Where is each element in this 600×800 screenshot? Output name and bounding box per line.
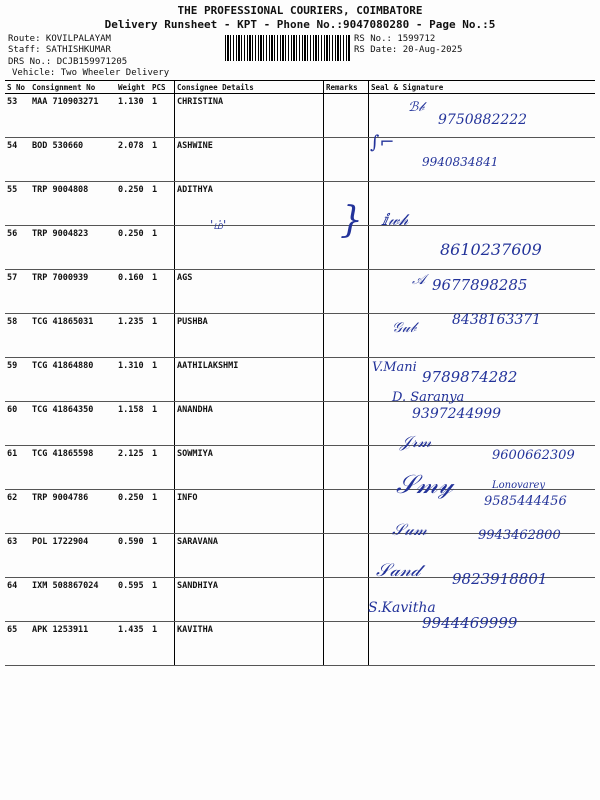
cell-remarks <box>324 402 369 446</box>
cell-consignment: TRP 7000939 <box>30 270 116 314</box>
col-sno: S No <box>5 81 30 94</box>
handwritten-phone: 9940834841 <box>422 155 499 169</box>
cell-weight: 0.250 <box>116 182 150 226</box>
handwritten-phone: 9944469999 <box>422 614 518 632</box>
cell-weight: 2.125 <box>116 446 150 490</box>
cell-weight: 0.250 <box>116 490 150 534</box>
cell-weight: 2.078 <box>116 138 150 182</box>
cell-pcs: 1 <box>150 182 175 226</box>
cell-pcs: 1 <box>150 622 175 666</box>
signature-scribble: ℬ𝒷 <box>408 100 424 115</box>
cell-pcs: 1 <box>150 138 175 182</box>
cell-remarks <box>324 622 369 666</box>
cell-sno: 56 <box>5 226 30 270</box>
cell-consignment: MAA 710903271 <box>30 94 116 138</box>
cell-pcs: 1 <box>150 226 175 270</box>
signature-scribble: 𝒮𝒶𝓃𝒹 <box>376 560 420 581</box>
table-row <box>5 138 595 182</box>
col-consignee: Consignee Details <box>175 81 324 94</box>
drs-number: DRS No.: DCJB159971205 <box>8 57 128 67</box>
table-row <box>5 402 595 446</box>
handwritten-phone: 9789874282 <box>422 368 518 386</box>
handwritten-phone: 9585444456 <box>484 494 567 509</box>
cell-pcs: 1 <box>150 490 175 534</box>
col-remarks: Remarks <box>324 81 369 94</box>
cell-consignment: TCG 41865031 <box>30 314 116 358</box>
handwritten-phone: 9750882222 <box>438 112 528 128</box>
cell-remarks <box>324 138 369 182</box>
cell-sno: 59 <box>5 358 30 402</box>
handwritten-phone: 9943462800 <box>478 528 561 543</box>
cell-weight: 1.235 <box>116 314 150 358</box>
cell-consignee: ASHWINE <box>175 138 324 182</box>
cell-pcs: 1 <box>150 534 175 578</box>
handwritten-phone: 9397244999 <box>412 406 502 422</box>
col-pcs: PCS <box>150 81 175 94</box>
cell-sno: 54 <box>5 138 30 182</box>
table-row <box>5 182 595 226</box>
cell-weight: 0.595 <box>116 578 150 622</box>
cell-consignee: PUSHBA <box>175 314 324 358</box>
cell-sno: 64 <box>5 578 30 622</box>
handwritten-name: V.Mani <box>372 360 417 375</box>
cell-consignment: IXM 508867024 <box>30 578 116 622</box>
document-title: THE PROFESSIONAL COURIERS, COIMBATORE <box>177 4 423 17</box>
rs-date: RS Date: 20-Aug-2025 <box>354 45 463 55</box>
cell-consignee: ANANDHA <box>175 402 324 446</box>
col-consignment: Consignment No <box>30 81 116 94</box>
cell-remarks <box>324 314 369 358</box>
cell-consignee: CHRISTINA <box>175 94 324 138</box>
cell-remarks <box>324 490 369 534</box>
cell-consignment: BOD 530660 <box>30 138 116 182</box>
table-header-row <box>5 81 595 94</box>
cell-consignment: TCG 41865598 <box>30 446 116 490</box>
cell-consignment: TRP 9004786 <box>30 490 116 534</box>
cell-pcs: 1 <box>150 402 175 446</box>
cell-consignee: KAVITHA <box>175 622 324 666</box>
cell-consignee: INFO <box>175 490 324 534</box>
handwritten-phone: 9600662309 <box>492 448 575 463</box>
cell-consignee: SARAVANA <box>175 534 324 578</box>
handwritten-phone: 8610237609 <box>440 240 542 259</box>
cell-weight: 0.160 <box>116 270 150 314</box>
signature-scribble: 𝒮𝓂𝓎 <box>396 470 454 500</box>
signature-scribble: ⅈ𝓌𝒽 <box>382 210 409 229</box>
cell-weight: 1.310 <box>116 358 150 402</box>
cell-consignee <box>175 226 324 270</box>
cell-sno: 58 <box>5 314 30 358</box>
cell-sno: 55 <box>5 182 30 226</box>
cell-remarks <box>324 94 369 138</box>
handwritten-phone: 9677898285 <box>432 276 528 294</box>
cell-pcs: 1 <box>150 270 175 314</box>
cell-remarks <box>324 446 369 490</box>
cell-consignment: TRP 9004808 <box>30 182 116 226</box>
cell-consignment: APK 1253911 <box>30 622 116 666</box>
cell-weight: 0.590 <box>116 534 150 578</box>
handwritten-name: D. Saranya <box>392 390 465 405</box>
cell-weight: 1.130 <box>116 94 150 138</box>
barcode <box>225 35 350 61</box>
cell-consignee: SOWMIYA <box>175 446 324 490</box>
cell-sno: 61 <box>5 446 30 490</box>
col-weight: Weight <box>116 81 150 94</box>
cell-sno: 63 <box>5 534 30 578</box>
cell-sno: 57 <box>5 270 30 314</box>
cell-sno: 65 <box>5 622 30 666</box>
cell-pcs: 1 <box>150 94 175 138</box>
handwritten-name: S.Kavitha <box>368 600 436 616</box>
cell-pcs: 1 <box>150 314 175 358</box>
document-subtitle: Delivery Runsheet - KPT - Phone No.:9047080280 - Page No.:5 <box>104 18 496 31</box>
signature-scribble: 𝒜 <box>412 272 426 288</box>
handwritten-phone: 9823918801 <box>452 570 548 588</box>
cell-pcs: 1 <box>150 358 175 402</box>
cell-consignee: SANDHIYA <box>175 578 324 622</box>
cell-sno: 60 <box>5 402 30 446</box>
signature-scribble: 𝒢𝓊𝒷 <box>392 320 416 336</box>
bracket-mark: } <box>340 200 363 241</box>
cell-remarks <box>324 534 369 578</box>
cell-pcs: 1 <box>150 446 175 490</box>
signature-scribble: 𝒥𝓇𝓂 <box>400 432 432 451</box>
handwritten-note: 'ம்' <box>210 218 227 232</box>
cell-consignee: AGS <box>175 270 324 314</box>
cell-weight: 1.435 <box>116 622 150 666</box>
rs-number: RS No.: 1599712 <box>354 34 436 44</box>
vehicle-label: Vehicle: Two Wheeler Delivery <box>12 68 170 78</box>
cell-consignment: TCG 41864880 <box>30 358 116 402</box>
cell-remarks <box>324 358 369 402</box>
cell-pcs: 1 <box>150 578 175 622</box>
cell-remarks <box>324 578 369 622</box>
signature-scribble: ∫⌐ <box>370 132 395 153</box>
cell-consignment: TRP 9004823 <box>30 226 116 270</box>
signature-scribble: 𝒮𝓊𝓂 <box>392 520 427 539</box>
cell-sno: 53 <box>5 94 30 138</box>
cell-consignment: TCG 41864350 <box>30 402 116 446</box>
cell-consignee: ADITHYA <box>175 182 324 226</box>
cell-consignee: AATHILAKSHMI <box>175 358 324 402</box>
handwritten-name: Lonovarey <box>492 480 546 491</box>
cell-weight: 0.250 <box>116 226 150 270</box>
cell-remarks <box>324 270 369 314</box>
handwritten-phone: 8438163371 <box>452 312 542 328</box>
staff-label: Staff: SATHISHKUMAR <box>8 45 111 55</box>
col-signature: Seal & Signature <box>369 81 596 94</box>
cell-consignment: POL 1722904 <box>30 534 116 578</box>
route-label: Route: KOVILPALAYAM <box>8 34 111 44</box>
cell-sno: 62 <box>5 490 30 534</box>
cell-weight: 1.158 <box>116 402 150 446</box>
